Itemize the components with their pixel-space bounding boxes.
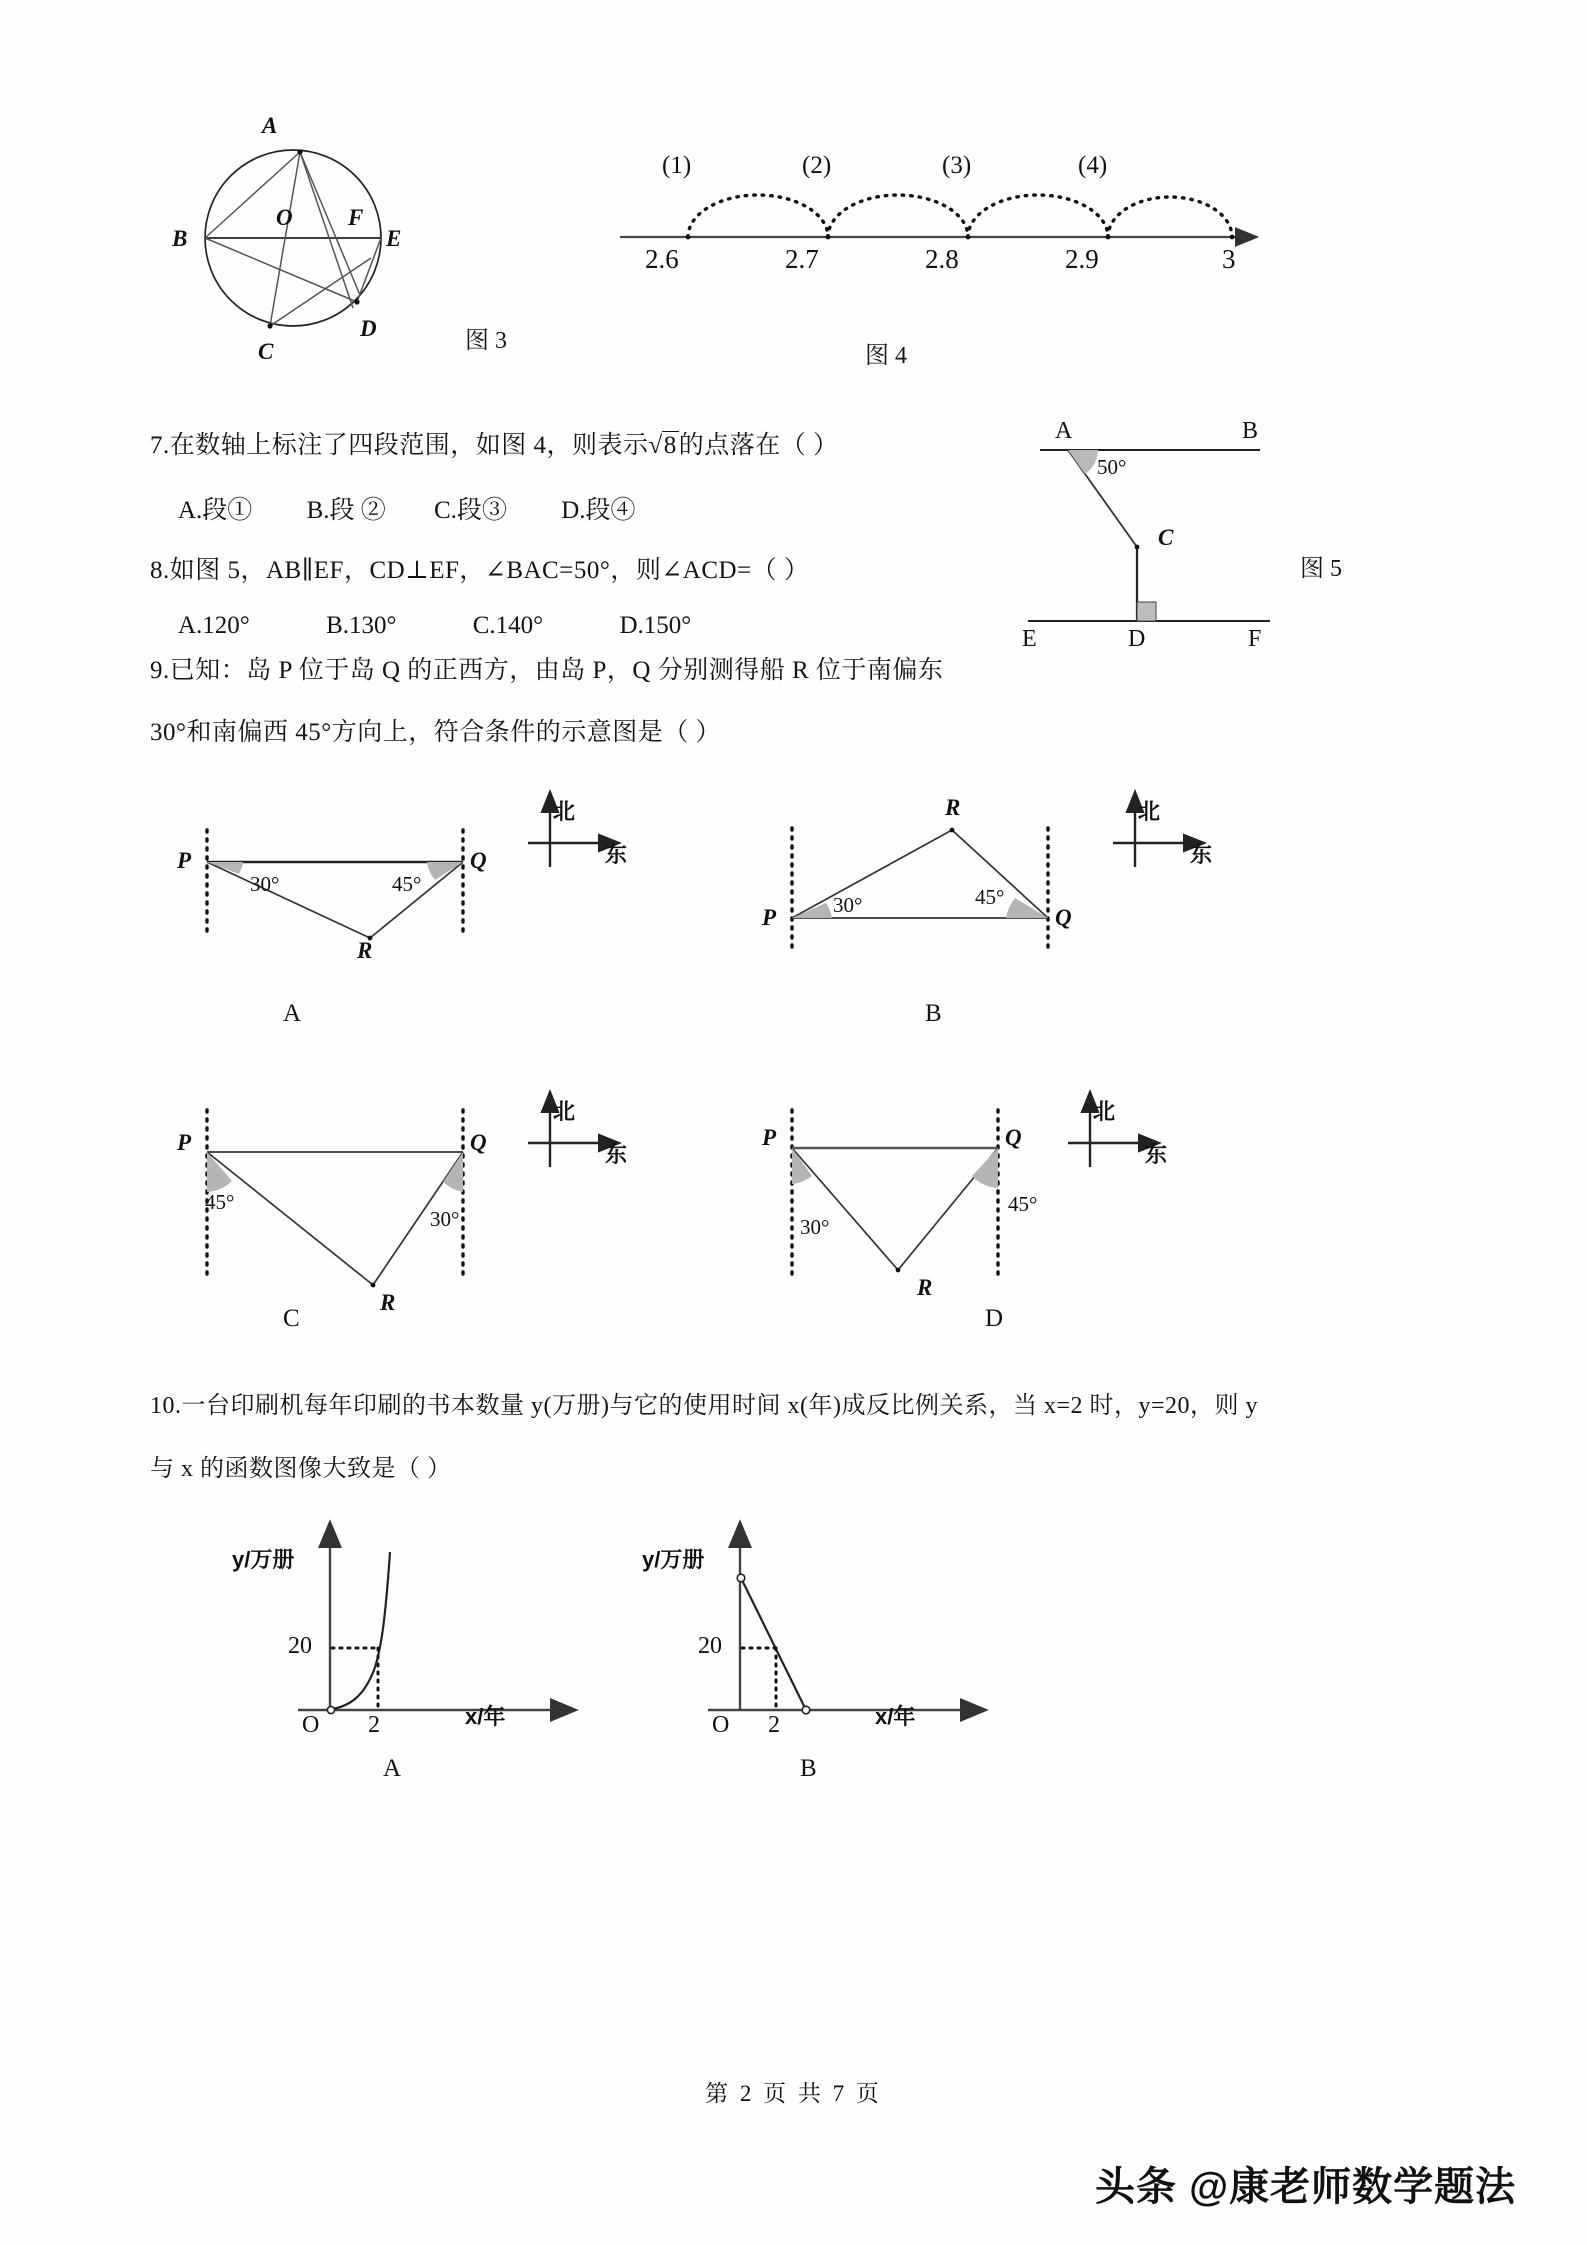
fig3-point-D: D (360, 316, 377, 341)
watermark: 头条 @康老师数学题法 (1095, 2165, 1517, 2209)
q7-option-b[interactable]: B.段 ② (306, 497, 386, 524)
q9-choice-d-letter: D (985, 1305, 1004, 1332)
fig4-tick-2-8: 2.8 (925, 244, 959, 274)
figure-3-circle-diagram (175, 130, 465, 350)
fig4-tick-2-6: 2.6 (645, 244, 679, 274)
question-10-line2: 与 x 的函数图像大致是（ ） (150, 1456, 452, 1482)
question-10-line1: 10.一台印刷机每年印刷的书本数量 y(万册)与它的使用时间 x(年)成反比例关系，当 x=2 时，y=20，则 y (150, 1393, 1259, 1419)
q7-option-d[interactable]: D.段④ (561, 497, 636, 524)
q9a-north-label: 北 (553, 799, 576, 824)
question-7-stem: 7.在数轴上标注了四段范围，如图 4，则表示 (150, 432, 649, 459)
q9c-point-P: P (177, 1130, 192, 1155)
fig4-tick-3: 3 (1222, 244, 1236, 274)
fig4-arc-label-3: (3) (942, 152, 972, 179)
fig4-tick-2-9: 2.9 (1065, 244, 1099, 274)
sqrt-symbol: √8 (648, 432, 677, 459)
question-7-stem-tail: 的点落在（ ） (678, 432, 839, 459)
q8-option-d[interactable]: D.150° (619, 612, 692, 639)
question-9-line1: 9.已知：岛 P 位于岛 Q 的正西方，由岛 P，Q 分别测得船 R 位于南偏东 (150, 657, 944, 684)
fig5-point-D: D (1128, 626, 1146, 652)
q9d-point-P: P (762, 1125, 777, 1150)
fig4-arc-label-1: (1) (662, 152, 692, 179)
question-8-options (178, 612, 691, 640)
fig4-arc-label-2: (2) (802, 152, 832, 179)
q9c-north-label: 北 (553, 1099, 576, 1124)
q9a-east-label: 东 (605, 842, 628, 867)
fig5-point-E: E (1022, 626, 1037, 652)
fig5-point-F: F (1248, 626, 1262, 652)
q9b-point-Q: Q (1055, 905, 1072, 930)
fig5-point-B: B (1242, 418, 1259, 444)
q7-option-a[interactable]: A.段① (178, 497, 253, 524)
q9b-angle-left: 30° (833, 893, 863, 917)
figure-4-caption: 图 4 (865, 343, 907, 369)
q10a-xtick-2: 2 (368, 1712, 380, 1738)
q9b-north-label: 北 (1138, 799, 1161, 824)
q10b-xlabel: x/年 (875, 1704, 916, 1729)
q10b-ylabel: y/万册 (642, 1547, 705, 1572)
fig4-tick-2-7: 2.7 (785, 244, 819, 274)
q9c-angle-right: 30° (430, 1207, 460, 1231)
fig4-arc-label-4: (4) (1078, 152, 1108, 179)
fig3-point-B: B (172, 226, 188, 251)
q8-option-b[interactable]: B.130° (326, 612, 397, 639)
q9d-point-Q: Q (1005, 1125, 1022, 1150)
q10b-origin-label: O (712, 1712, 730, 1738)
question-8-text: 8.如图 5，AB∥EF，CD⊥EF，∠BAC=50°，则∠ACD=（ ） (150, 557, 810, 584)
q9a-angle-right: 45° (392, 872, 422, 896)
fig5-point-C: C (1158, 525, 1174, 550)
q9-choice-a-letter: A (283, 1000, 302, 1027)
q9d-point-R: R (917, 1275, 933, 1300)
q10-graph-b[interactable] (700, 1530, 990, 1740)
figure-3-caption: 图 3 (465, 328, 507, 354)
q9c-point-R: R (380, 1290, 396, 1315)
fig5-point-A: A (1055, 418, 1073, 444)
question-7-options (178, 490, 636, 526)
q9a-point-R: R (357, 938, 373, 963)
q9d-north-label: 北 (1093, 1099, 1116, 1124)
q9b-point-P: P (762, 905, 777, 930)
fig5-angle-50: 50° (1097, 455, 1127, 479)
q9-choice-b-letter: B (925, 1000, 942, 1027)
q9d-angle-right: 45° (1008, 1192, 1038, 1216)
q10a-ylabel: y/万册 (232, 1547, 295, 1572)
q9b-point-R: R (945, 795, 961, 820)
sqrt-radicand: 8 (663, 432, 677, 459)
q9c-angle-left: 45° (205, 1190, 235, 1214)
fig3-point-O: O (276, 205, 293, 230)
q9b-angle-right: 45° (975, 885, 1005, 909)
fig3-point-A: A (262, 113, 278, 138)
q9d-east-label: 东 (1145, 1142, 1168, 1167)
q9d-angle-left: 30° (800, 1215, 830, 1239)
q10-graph-a[interactable] (290, 1530, 580, 1740)
q10-graph-a-letter: A (383, 1755, 402, 1782)
q9-choice-b-diagram[interactable] (780, 800, 1110, 975)
q9c-east-label: 东 (605, 1142, 628, 1167)
q8-option-a[interactable]: A.120° (178, 612, 250, 639)
fig3-point-E: E (386, 226, 402, 251)
q9a-angle-left: 30° (250, 872, 280, 896)
q8-option-c[interactable]: C.140° (472, 612, 544, 639)
q10a-ytick-20: 20 (288, 1633, 312, 1659)
figure-5-caption: 图 5 (1300, 556, 1342, 582)
q9a-point-Q: Q (470, 848, 487, 873)
question-7-text (150, 425, 839, 461)
page-footer: 第 2 页 共 7 页 (705, 2081, 882, 2106)
fig3-point-C: C (258, 339, 274, 364)
q9-choice-c-letter: C (283, 1305, 300, 1332)
q10b-xtick-2: 2 (768, 1712, 780, 1738)
question-9-line2: 30°和南偏西 45°方向上，符合条件的示意图是（ ） (150, 719, 721, 746)
q9c-point-Q: Q (470, 1130, 487, 1155)
q10-graph-b-letter: B (800, 1755, 817, 1782)
q9b-east-label: 东 (1190, 842, 1213, 867)
q7-option-c[interactable]: C.段③ (434, 497, 507, 524)
q10b-ytick-20: 20 (698, 1633, 722, 1659)
q10a-origin-label: O (302, 1712, 320, 1738)
q9a-point-P: P (177, 848, 192, 873)
q10a-xlabel: x/年 (465, 1704, 506, 1729)
fig3-point-F: F (348, 205, 364, 230)
